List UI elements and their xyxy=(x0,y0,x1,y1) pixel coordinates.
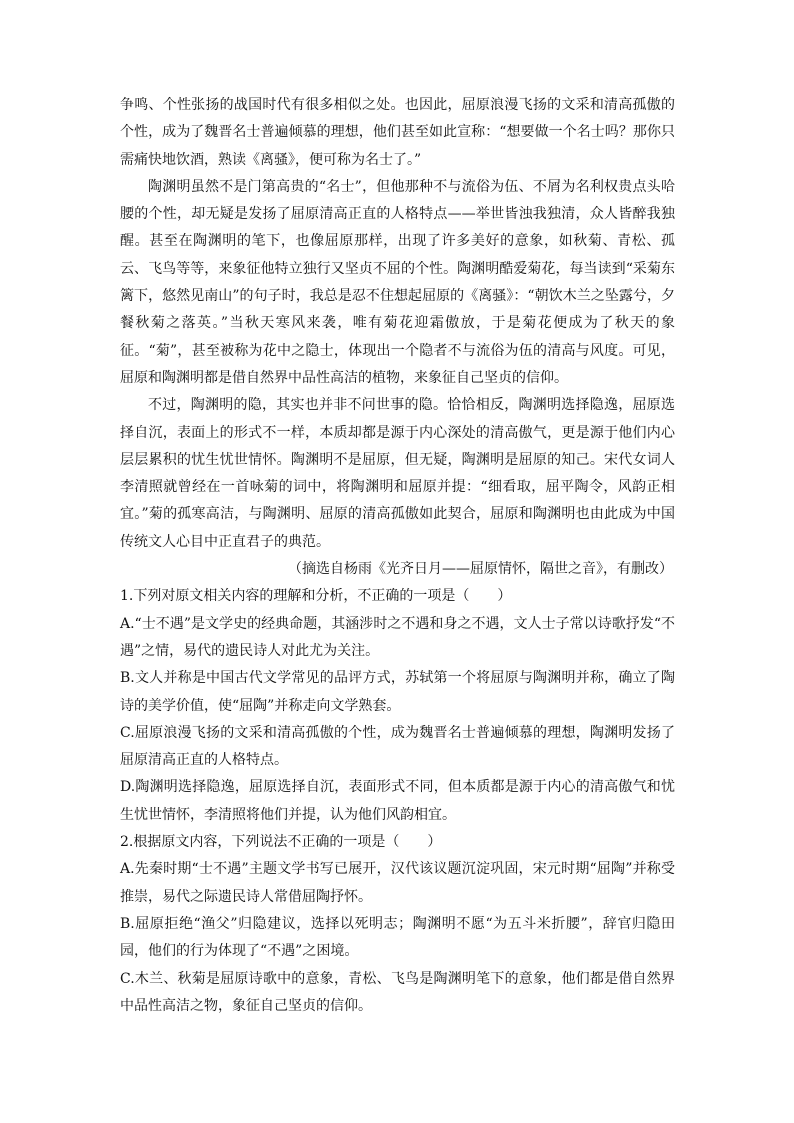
question-2 xyxy=(120,829,675,1020)
passage-paragraph-1: 争鸣、个性张扬的战国时代有很多相似之处。也因此，屈原浪漫飞扬的文采和清高孤傲的个性，成为了魏晋名士普遍倾慕的理想，他们甚至如此宣称：“想要做一个名士吗？那你只需痛快地饮酒，熟读《离骚》，便可称为名士了。” xyxy=(120,97,675,168)
question-option-a: A.“士不遇”是文学史的经典命题，其涵涉时之不遇和身之不遇，文人士子常以诗歌抒发“不遇”之情，易代的遗民诗人对此尤为关注。 xyxy=(120,615,675,659)
question-option-b: B.屈原拒绝“渔父”归隐建议，选择以死明志；陶渊明不愿“为五斗米折腰”，辞官归隐田园，他们的行为体现了“不遇”之困境。 xyxy=(120,915,675,960)
passage-paragraph-3: 不过，陶渊明的隐，其实也并非不问世事的隐。恰恰相反，陶渊明选择隐逸，屈原选择自沉，表面上的形式不一样，本质却都是源于内心深处的清高傲气，更是源于他们内心层层累积的忧生忧世情怀。陶渊明不是屈原，但无疑，陶渊明是屈原的知己。宋代女词人李清照就曾经在一首咏菊的词中，将陶渊明和屈原并提：“细看取，屈平陶令，风韵正相宜。”菊的孤寒高洁，与陶渊明、屈原的清高孤傲如此契合，屈原和陶渊明也由此成为中国传统文人心目中正直君子的典范。 xyxy=(120,397,675,550)
question-stem: 2.根据原文内容，下列说法不正确的一项是（ ） xyxy=(120,834,442,851)
document-page xyxy=(120,92,675,1020)
question-1 xyxy=(120,583,675,829)
question-option-c: C.木兰、秋菊是屈原诗歌中的意象，青松、飞鸟是陶渊明笔下的意象，他们都是借自然界中品性高洁之物，象征自己坚贞的信仰。 xyxy=(120,970,675,1014)
question-option-c: C.屈原浪漫飞扬的文采和清高孤傲的个性，成为魏晋名士普遍倾慕的理想，陶渊明发扬了屈原清高正直的人格特点。 xyxy=(120,724,675,769)
question-stem: 1.下列对原文相关内容的理解和分析，不正确的一项是（ ） xyxy=(120,588,512,605)
question-option-b: B.文人并称是中国古代文学常见的品评方式，苏轼第一个将屈原与陶渊明并称，确立了陶诗的美学价值，使“屈陶”并称走向文学熟套。 xyxy=(120,670,675,714)
question-option-a: A.先秦时期“士不遇”主题文学书写已展开，汉代该议题沉淀巩固，宋元时期“屈陶”并称受推崇，易代之际遗民诗人常借屈陶抒怀。 xyxy=(120,861,675,905)
passage-source: （摘选自杨雨《光齐日月——屈原情怀，隔世之音》，有删改） xyxy=(288,561,673,578)
question-option-d: D.陶渊明选择隐逸，屈原选择自沉，表面形式不同，但本质都是源于内心的清高傲气和忧生忧世情怀，李清照将他们并提，认为他们风韵相宜。 xyxy=(120,779,675,823)
passage-paragraph-2: 陶渊明虽然不是门第高贵的“名士”，但他那种不与流俗为伍、不屑为名利权贵点头哈腰的个性，却无疑是发扬了屈原清高正直的人格特点——举世皆浊我独清，众人皆醉我独醒。甚至在陶渊明的笔下，也像屈原那样，出现了许多美好的意象，如秋菊、青松、孤云、飞鸟等等，来象征他特立独行又坚贞不屈的个性。陶渊明酷爱菊花，每当读到“采菊东篱下，悠然见南山”的句子时，我总是忍不住想起屈原的《离骚》：“朝饮木兰之坠露兮，夕餐秋菊之落英。”当秋天寒风来袭，唯有菊花迎霜傲放，于是菊花便成为了秋天的象征。“菊”，甚至被称为花中之隐士，体现出一个隐者不与流俗为伍的清高与风度。可见，屈原和陶渊明都是借自然界中品性高洁的植物，来象征自己坚贞的信仰。 xyxy=(120,178,675,386)
